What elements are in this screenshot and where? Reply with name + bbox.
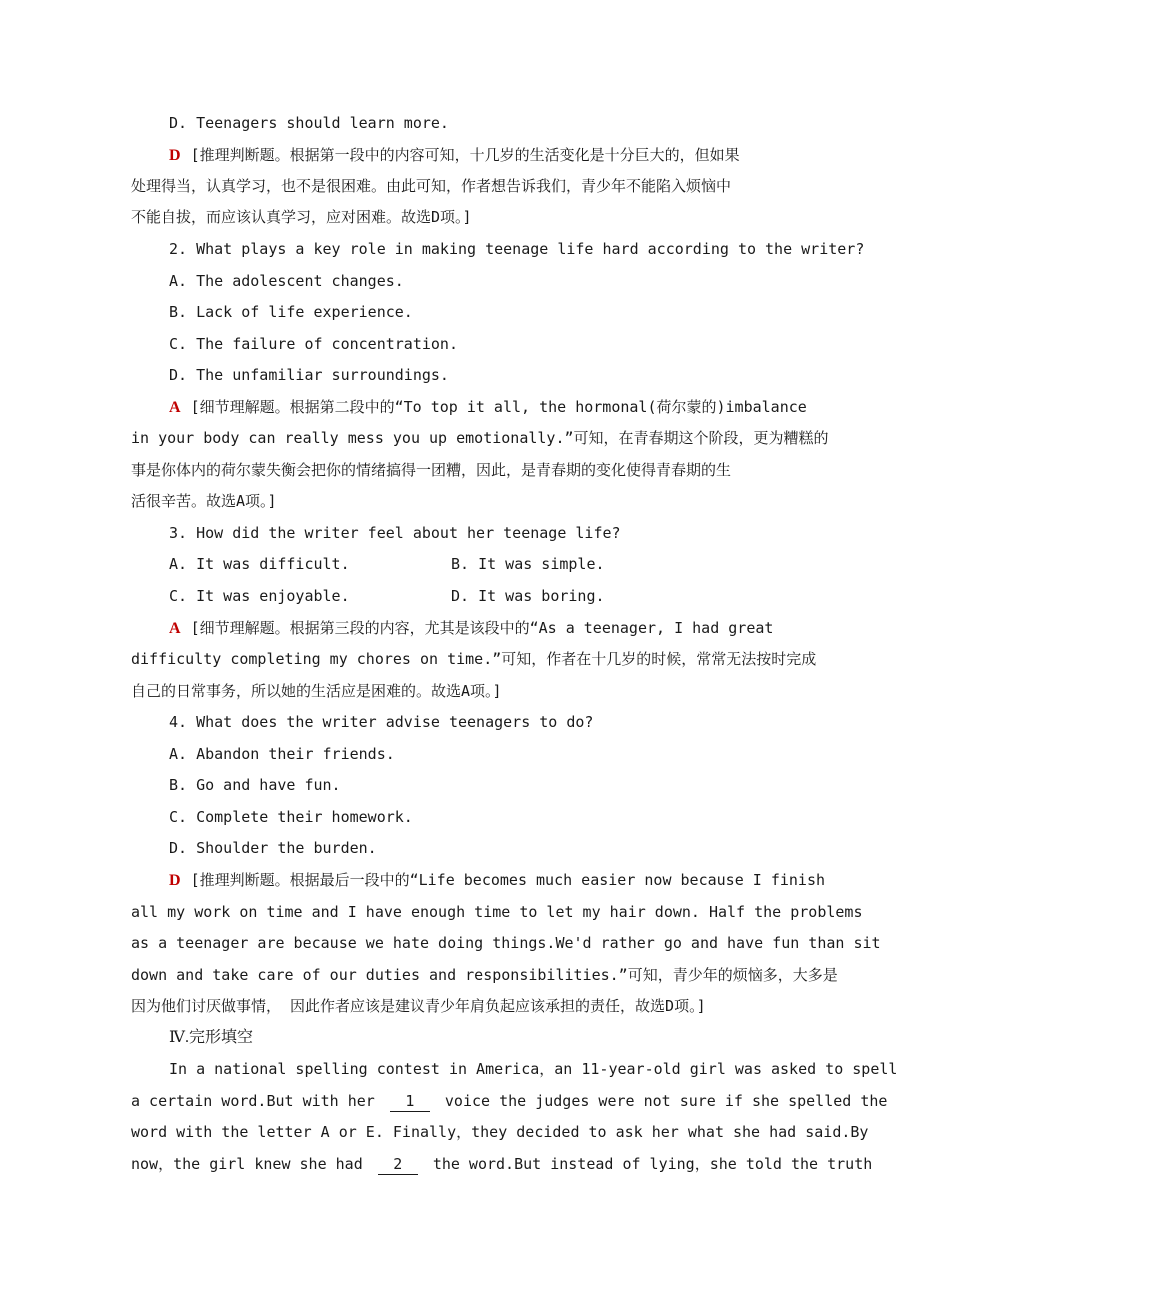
q4-answer: D [169, 872, 181, 889]
section-heading: Ⅳ.完形填空 [169, 1029, 253, 1046]
q2-question: 2. What plays a key role in making teenage life hard according to the writer? [169, 240, 865, 258]
q3-explanation-line-2: difficulty completing my chores on time.”可知，作者在十几岁的时候，常常无法按时完成 [131, 650, 817, 668]
q3-answer: A [169, 620, 181, 637]
q3-option-d: D. It was boring. [451, 587, 605, 605]
passage-line-1: In a national spelling contest in America，an 11-year-old girl was asked to spell [169, 1060, 898, 1078]
blank-2[interactable]: 2 [378, 1154, 418, 1175]
q4-explanation-line-4: down and take care of our duties and responsibilities.”可知，青少年的烦恼多，大多是 [131, 966, 838, 984]
q2-option-d: D. The unfamiliar surroundings. [169, 366, 449, 384]
q4-question: 4. What does the writer advise teenagers to do? [169, 713, 594, 731]
passage-line-2: a certain word.But with her 1 voice the judges were not sure if she spelled the [131, 1092, 888, 1110]
q3-option-a: A. It was difficult. [169, 555, 350, 573]
q1-answer: D [169, 147, 181, 164]
q1-explanation-line-2: 处理得当，认真学习，也不是很困难。由此可知，作者想告诉我们，青少年不能陷入烦恼中 [131, 177, 732, 195]
q1-explanation-line-3: 不能自拔，而应该认真学习，应对困难。故选D项。] [131, 208, 472, 226]
q2-explanation-line-4: 活很辛苦。故选A项。] [131, 492, 277, 510]
q1-explanation-line-1: D [推理判断题。根据第一段中的内容可知，十几岁的生活变化是十分巨大的，但如果 [169, 146, 740, 164]
q2-explanation-line-2: in your body can really mess you up emotionally.”可知，在青春期这个阶段，更为糟糕的 [131, 429, 829, 447]
q3-explanation-line-3: 自己的日常事务，所以她的生活应是困难的。故选A项。] [131, 682, 502, 700]
q1-option-d: D. Teenagers should learn more. [169, 114, 449, 132]
q2-explanation-line-1: A [细节理解题。根据第二段中的“To top it all, the hormonal(荷尔蒙的)imbalance [169, 398, 807, 416]
q4-option-d: D. Shoulder the burden. [169, 839, 377, 857]
q3-option-c: C. It was enjoyable. [169, 587, 350, 605]
q4-explanation-line-5: 因为他们讨厌做事情， 因此作者应该是建议青少年肩负起应该承担的责任，故选D项。] [131, 997, 706, 1015]
q2-answer: A [169, 399, 181, 416]
passage-line-3: word with the letter A or E. Finally，they decided to ask her what she had said.By [131, 1123, 869, 1141]
q2-option-a: A. The adolescent changes. [169, 272, 404, 290]
q4-explanation-line-1: D [推理判断题。根据最后一段中的“Life becomes much easier now because I finish [169, 871, 826, 889]
q4-option-c: C. Complete their homework. [169, 808, 413, 826]
q3-option-b: B. It was simple. [451, 555, 605, 573]
q4-option-b: B. Go and have fun. [169, 776, 341, 794]
q4-explanation-line-2: all my work on time and I have enough time to let my hair down. Half the problems [131, 903, 863, 921]
blank-1[interactable]: 1 [390, 1091, 430, 1112]
q2-option-b: B. Lack of life experience. [169, 303, 413, 321]
q3-question: 3. How did the writer feel about her teenage life? [169, 524, 621, 542]
q4-explanation-line-3: as a teenager are because we hate doing things.We'd rather go and have fun than sit [131, 934, 881, 952]
q4-option-a: A. Abandon their friends. [169, 745, 395, 763]
passage-line-4: now，the girl knew she had 2 the word.But instead of lying，she told the truth [131, 1155, 873, 1173]
q2-option-c: C. The failure of concentration. [169, 335, 458, 353]
q2-explanation-line-3: 事是你体内的荷尔蒙失衡会把你的情绪搞得一团糟，因此，是青春期的变化使得青春期的生 [131, 461, 732, 479]
q3-explanation-line-1: A [细节理解题。根据第三段的内容，尤其是该段中的“As a teenager, I had great [169, 619, 774, 637]
